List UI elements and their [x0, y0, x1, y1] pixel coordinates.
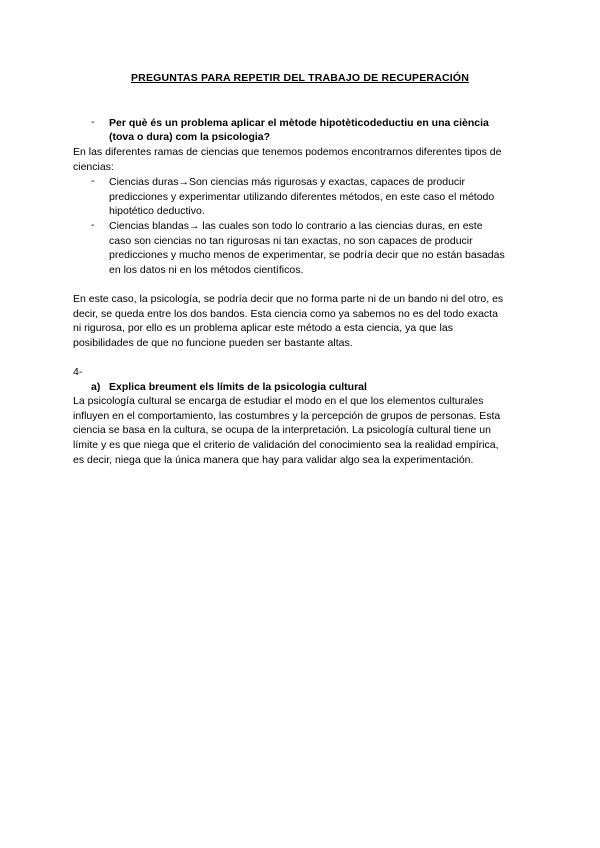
conclusion-line-2: decir, se queda entre los dos bandos. Esta ciencia como ya sabemos no es del todo exacta — [73, 308, 498, 320]
answer-line-3: ciencia se basa en la cultura, se ocupa de la interpretación. La psicología cultural tiene un — [73, 424, 491, 436]
item-2-line-3: predicciones y mucho menos de experimentar, se podría decir que no están basadas — [109, 249, 505, 261]
question-1-line-2: (tova o dura) com la psicologia? — [109, 131, 271, 143]
conclusion-line-4: posibilidades de que no funcione pueden ser bastante altas. — [73, 337, 353, 349]
list-bullet: - — [91, 175, 95, 187]
conclusion-line-1: En este caso, la psicología, se podría decir que no forma parte ni de un bando ni del otro, es — [73, 293, 504, 305]
item-1-line-1: Ciencias duras→Son ciencias más rigurosas y exactas, capaces de producir — [109, 176, 466, 188]
item-2-line-4: en los datos ni en los métodos científicos. — [109, 264, 304, 276]
intro-line-1: En las diferentes ramas de ciencias que tenemos podemos encontrarnos diferentes tipos de — [73, 146, 502, 158]
section-number: 4- — [73, 366, 83, 378]
item-2-line-2: caso son ciencias no tan rigurosas ni tan exactas, no son capaces de producir — [109, 235, 473, 247]
conclusion-line-3: ni rigurosa, por ello es un problema aplicar este método a esta ciencia, ya que las — [73, 322, 453, 334]
answer-line-5: es decir, niega que la única manera que hay para validar algo sea la experimentación. — [73, 454, 474, 466]
question-2-text: Explica breument els límits de la psicologia cultural — [109, 381, 367, 393]
answer-line-2: influyen en el comportamiento, las costumbres y la percepción de grupos de personas. Esta — [73, 410, 501, 422]
item-2-line-1: Ciencias blandas→ las cuales son todo lo contrario a las ciencias duras, en este — [109, 220, 483, 232]
list-bullet: - — [91, 219, 95, 231]
item-1-line-2: predicciones y experimentar utilizando diferentes métodos, en este caso el método — [109, 191, 495, 203]
item-1-line-3: hipotético deductivo. — [109, 205, 205, 217]
document-title: PREGUNTAS PARA REPETIR DEL TRABAJO DE RECUPERACIÓN — [130, 72, 470, 84]
answer-line-4: límite y es que niega que el criterio de validación del conocimiento sea la realidad empírica, — [73, 439, 499, 451]
question-1-line-1: Per què és un problema aplicar el mètode hipotèticodeductiu en una ciència — [109, 117, 489, 129]
answer-line-1: La psicología cultural se encarga de estudiar el modo en el que los elementos culturales — [73, 395, 484, 407]
question-2-marker: a) — [91, 381, 101, 393]
intro-line-2: ciencias: — [73, 161, 114, 173]
question-bullet: - — [91, 116, 95, 128]
